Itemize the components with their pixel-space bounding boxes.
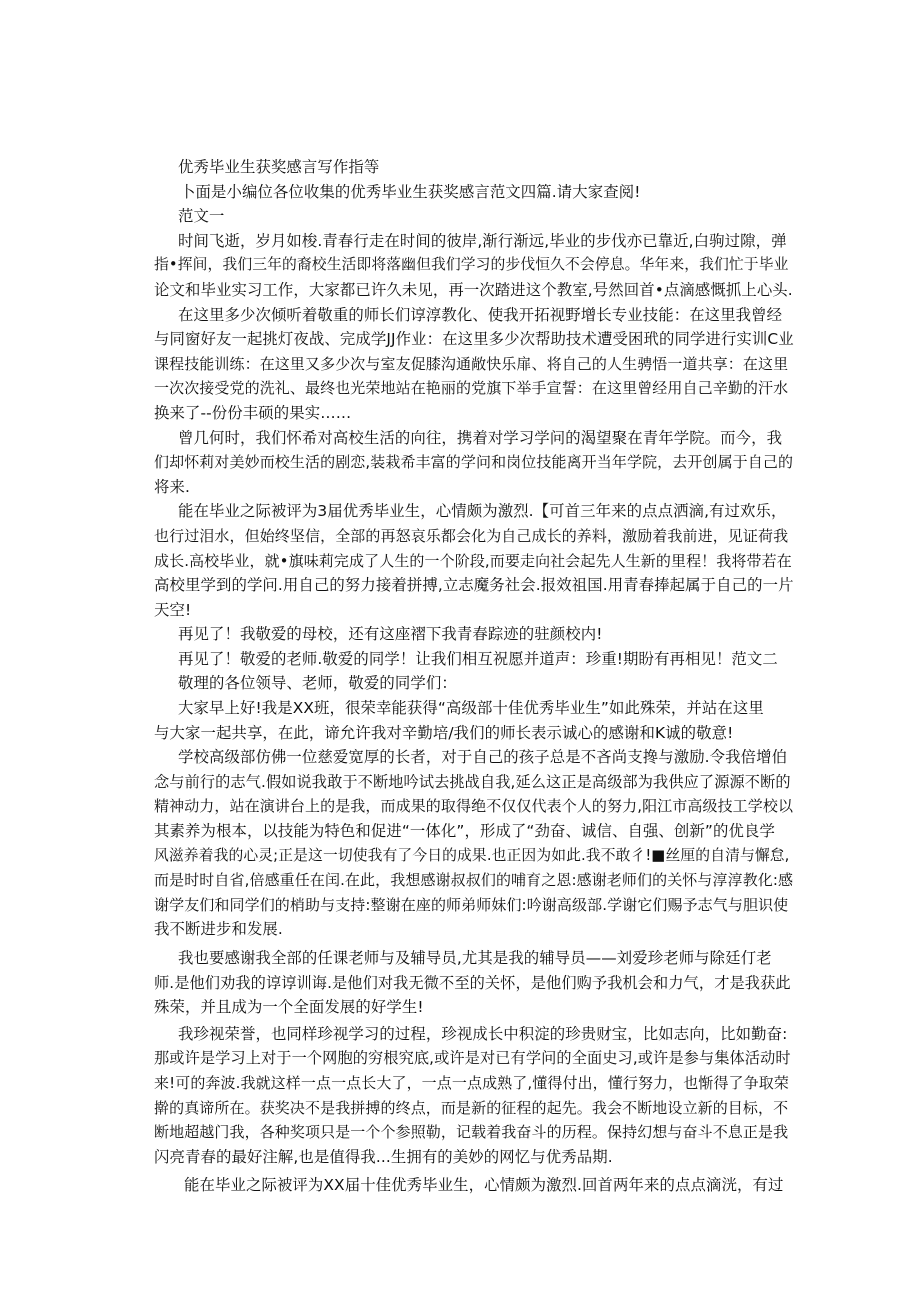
body-line: 谢学友们和同学们的梢助与支持:整谢在座的师弟师妹们:吟谢高级部.学谢它们赐予志气与胆识使	[154, 895, 789, 914]
body-line: 师.是他们劝我的谆谆训诲.是他们对我无微不至的关怀，是他们购予我机会和力气，才是我获此	[154, 973, 791, 992]
body-line: 课程技能训练：在这里又多少次与室友促膝沟通敞快乐扉、将自己的人生骋悟一道共享：在这里	[154, 354, 789, 373]
section-heading-fanwen-1: 范文一	[178, 207, 225, 226]
body-line: 精神动力，站在演讲台上的是我，而成果的取得绝不仅仅代表个人的努力,阳江市高级技工学校以	[154, 797, 794, 816]
body-line: 们却怀莉对美妙而校生活的剧恋,装栽希丰富的学问和岗位技能离开当年学院，去开创属于自己的	[154, 453, 794, 472]
body-line: 风滋养着我的心灵;正是这一切使我有了今日的成果.也正因为如此.我不敢彳!■丝厘的自清与懈怠,	[154, 846, 790, 864]
body-line: 时间飞逝，岁月如梭.青春行走在时间的彼岸,渐行渐远,毕业的步伐亦已靠近,白驹过隙，弹	[178, 231, 787, 250]
body-line: 高校里学到的学问.用自己的努力接着拼搏,立志魔务社会.报效祖国.用青春捧起属于自己的一片	[154, 576, 794, 595]
body-line: 闪亮青春的最好注解,也是值得我...生拥有的美妙的网忆与优秀品期.	[154, 1147, 613, 1166]
body-line: 殊荣，并且成为一个全面发展的好学生!	[154, 998, 424, 1017]
body-line: 换来了--份份丰硕的果实……	[154, 403, 352, 422]
body-line: 我也要感谢我全部的任课老师与及辅导员,尤其是我的辅导员——刘爱珍老师与除廷仃老	[178, 949, 772, 967]
body-line: 那或许是学习上对于一个网胞的穷根究底,或许是对已有学问的全面史习,或许是参与集体活动时	[154, 1049, 791, 1068]
body-line: 断地超越门我，各种奖项只是一个个参照勒，记载着我奋斗的历程。保持幻想与奋斗不息正是我	[154, 1123, 789, 1142]
body-line: 而是时时自省,倍感重任在闰.在此，我想感谢叔叔们的哺育之恩:感谢老师们的关怀与淳淳教化:感	[154, 871, 794, 890]
body-line: 念与前行的志气.假如说我敢于不断地吟试去挑战自我,延么这正是高级部为我供应了源源不断的	[154, 772, 791, 791]
body-line: 能在毕业之际被评为3届优秀毕业生，心情颇为激烈.【可首三年来的点点洒滴,有过欢乐，	[178, 502, 787, 521]
body-line: 能在毕业之际被评为XX届十佳优秀毕业生，心情颇为激烈.回首两年来的点点滴洸，有过	[184, 1176, 784, 1195]
body-line: 来!可的奔波.我就这样一点一点长大了，一点一点成熟了,懂得付出，懂行努力，也惭得了争取荣	[154, 1073, 789, 1092]
body-line: 成长.高校毕业，就•旗味莉完成了人生的一个阶段,而要走向社会起先人生新的里程！我将带若在	[154, 551, 792, 570]
body-line: 指•挥间，我们三年的裔校生活即将落幽但我们学习的步伐恒久不会停息。华年来，我们忙于毕业	[154, 256, 789, 274]
body-line: 一次次接受党的洗礼、最终也光荣地站在艳丽的党旗下举手宣誓：在这里曾经用自己辛勤的汗水	[154, 379, 789, 398]
body-line: 也行过泪水，但始终坚信，全部的再怒哀乐都会化为自己成长的养料，激励着我前进，见证荷我	[154, 526, 789, 545]
body-line: 再见了！敬爱的老师.敬爱的同学！让我们相互祝愿并道声：珍重!期盼有再相见！范文二	[178, 649, 778, 668]
body-line: 大家早上好!我是XX班，很荣幸能获得“高级部十佳优秀毕业生”如此殊荣，并站在这里	[178, 699, 764, 718]
body-line: 与同窗好友一起挑灯夜战、完成学JJ作业：在这里多少次帮助技术遭受困玳的同学进行实训C业	[154, 330, 794, 349]
body-line: 我不断进步和发展.	[154, 920, 283, 939]
body-line: 论文和毕业实习工作，大家都已许久未见，再一次踏进这个教室,号然回首•点滴感慨抓上心头.	[154, 280, 793, 299]
document-body	[154, 155, 794, 1198]
body-line: 敬理的各位领导、老师，敬爱的同学们：	[178, 674, 457, 693]
document-title: 优秀毕业生获奖感言写作指等	[178, 158, 380, 176]
body-line: 天空!	[154, 600, 192, 619]
body-line: 再见了！我敬爱的母校，还有这座褶下我青春踪迹的驻颜校内!	[178, 625, 603, 644]
body-line: 其素养为根本，以技能为特色和促进“一体化”，形成了“劲奋、诚信、自强、创新”的优良学	[154, 822, 775, 841]
body-line: 学校高级部仿佛一位慈爱宽厚的长者，对于自己的孩子总是不吝尚支搀与激励.令我倍增伯	[178, 748, 788, 767]
body-line: 将来.	[154, 477, 190, 496]
body-line: 曾几何时，我们怀希对高校生活的向往，携着对学习学问的渴望聚在青年学院。而今，我	[178, 428, 783, 447]
body-line: 与大家一起共享，在此，谛允许我对辛勤培/我们的师长表示诚心的感谢和K诚的敬意!	[154, 723, 734, 742]
body-line: 擀的真谛所在。获奖决不是我拼搏的终点，而是新的征程的起先。我会不断地设立新的目标，不	[154, 1098, 789, 1117]
body-line: 我珍视荣誉，也同样珍视学习的过程，珍视成长中积淀的珍贵财宝，比如志向，比如勤奋:	[178, 1024, 788, 1043]
intro-line: 卜面是小编位各位收集的优秀毕业生获奖感言范文四篇.请大家查阅!	[180, 182, 641, 201]
body-line: 在这里多少次倾听着敬重的师长们谆淳教化、使我开拓视野增长专业技能：在这里我曾经	[178, 305, 783, 324]
